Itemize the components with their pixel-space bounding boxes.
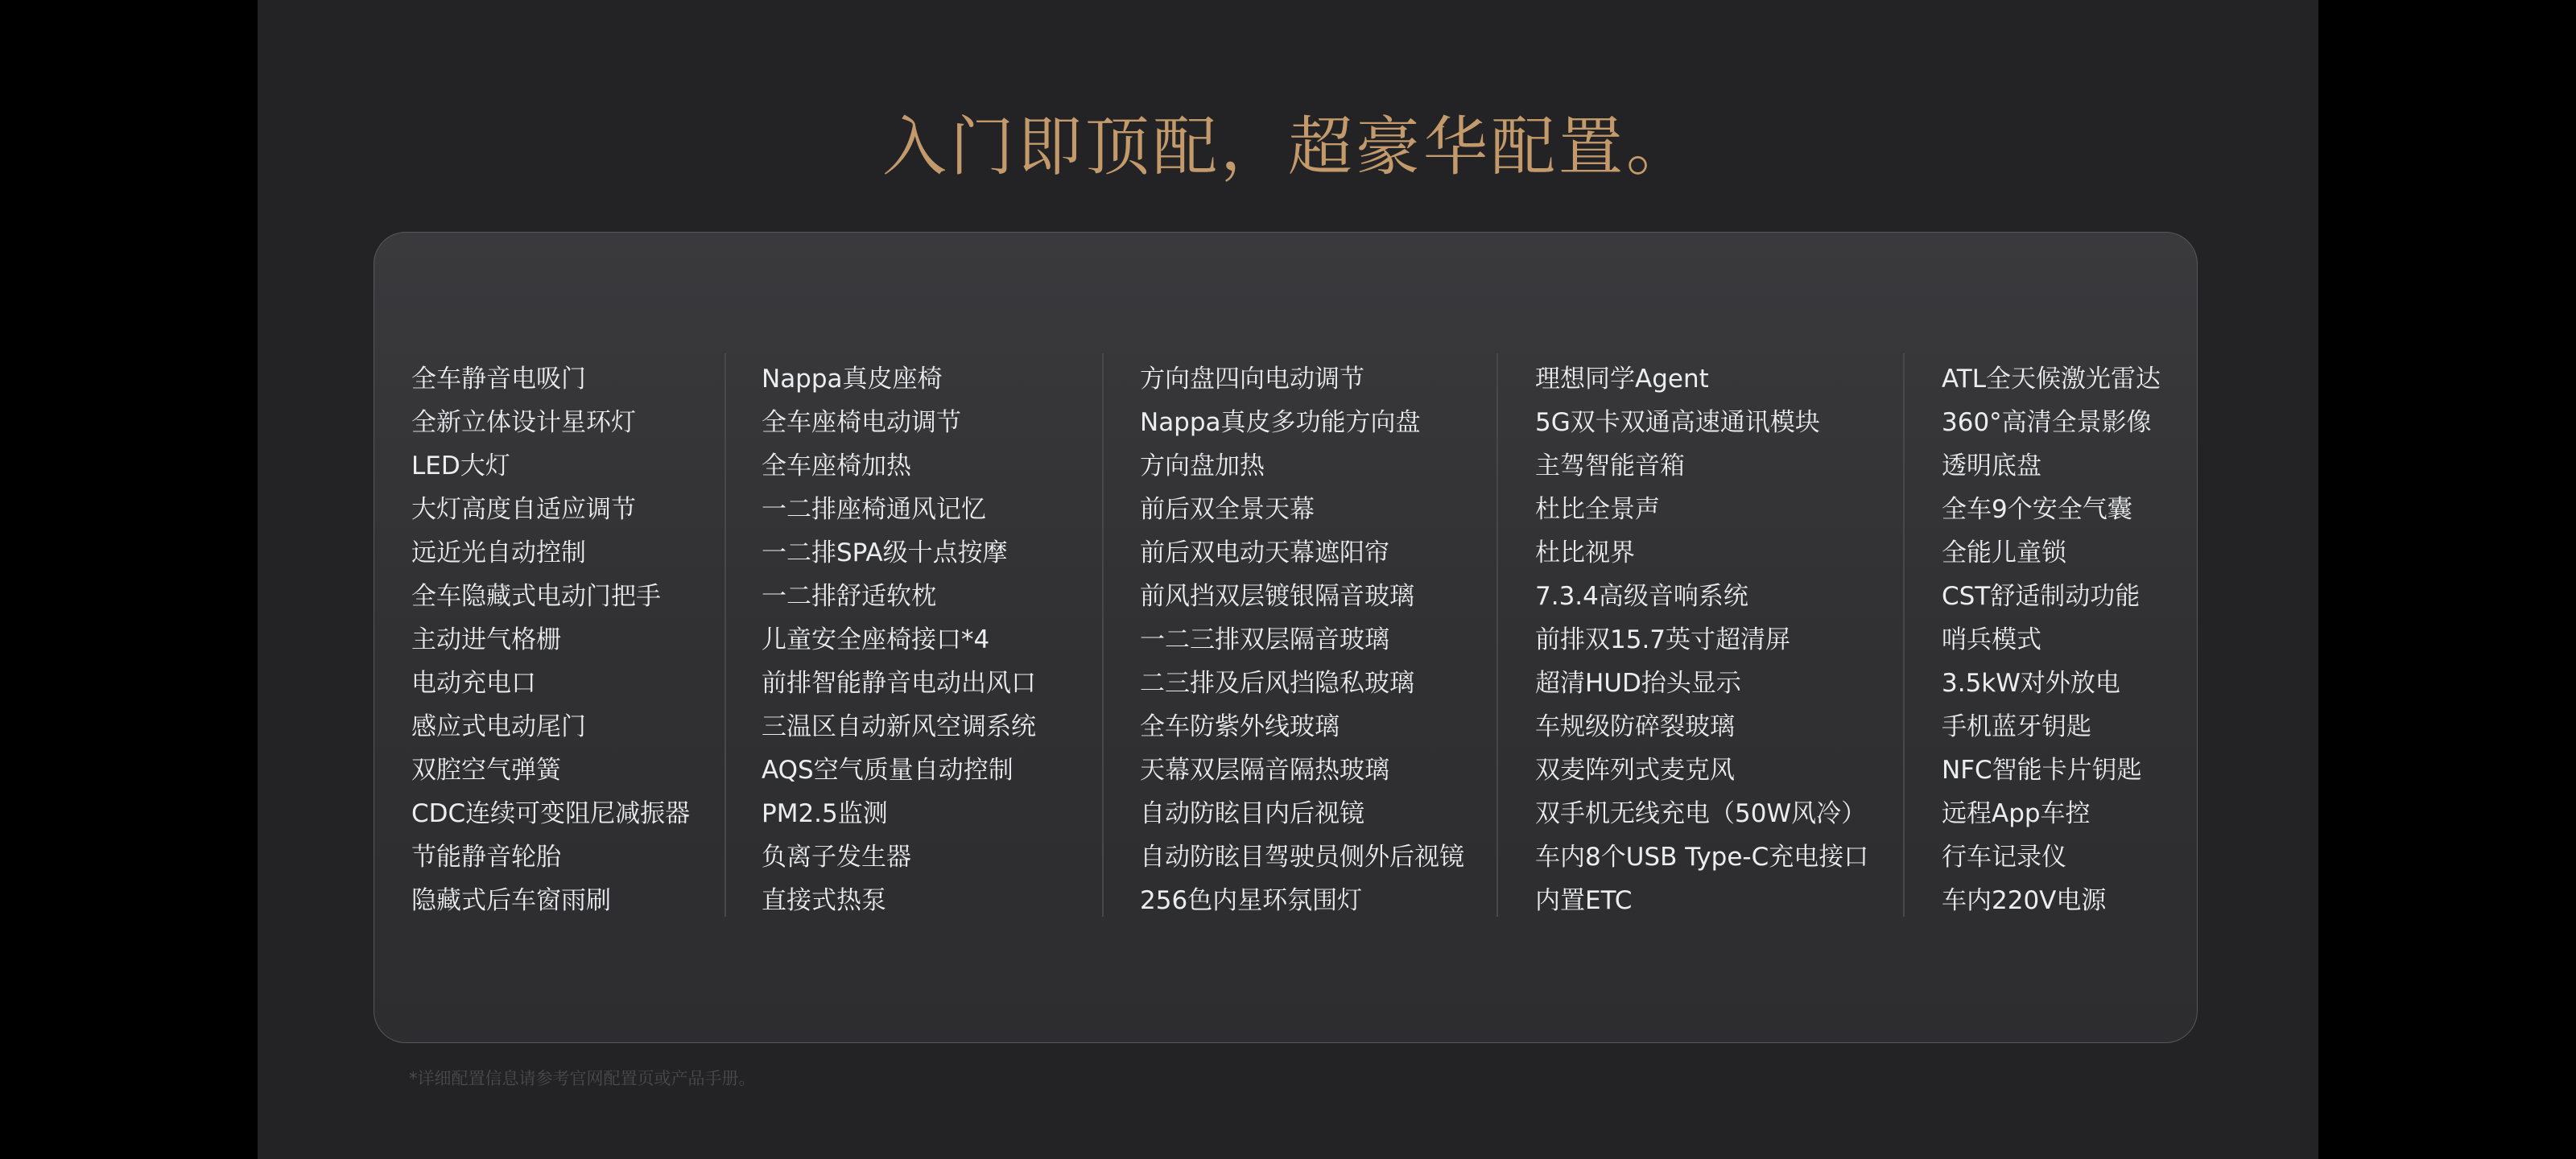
list-item: LED大灯 — [411, 452, 510, 481]
list-item: CDC连续可变阻尼减振器 — [411, 799, 691, 828]
feature-column-exterior — [411, 357, 690, 1098]
list-item: 负离子发生器 — [762, 843, 911, 872]
list-item: 全车静音电吸门 — [411, 365, 586, 394]
list-item: Nappa真皮座椅 — [762, 365, 943, 394]
list-item: 电动充电口 — [411, 669, 536, 698]
list-item: 双麦阵列式麦克风 — [1535, 756, 1735, 785]
list-item: 隐藏式后车窗雨刷 — [411, 886, 611, 915]
list-item: 方向盘加热 — [1140, 452, 1265, 481]
list-item: 超清HUD抬头显示 — [1535, 669, 1741, 698]
list-item: 前排双15.7英寸超清屏 — [1535, 625, 1791, 654]
list-item: 全新立体设计星环灯 — [411, 408, 636, 437]
list-item: PM2.5监测 — [762, 799, 888, 828]
feature-column-infotainment — [1535, 357, 1868, 1098]
list-item: 全车9个安全气囊 — [1942, 495, 2132, 524]
list-item: 行车记录仪 — [1942, 843, 2066, 872]
list-item: 节能静音轮胎 — [411, 843, 561, 872]
page-title: 入门即顶配，超豪华配置。 — [882, 109, 1694, 184]
list-item: 主动进气格栅 — [411, 625, 561, 654]
list-item: 儿童安全座椅接口*4 — [762, 625, 990, 654]
list-item: 全车隐藏式电动门把手 — [411, 582, 661, 611]
list-item: AQS空气质量自动控制 — [762, 756, 1013, 785]
list-item: 5G双卡双通高速通讯模块 — [1535, 408, 1820, 437]
list-item: 直接式热泵 — [762, 886, 886, 915]
list-item: 256色内星环氛围灯 — [1140, 886, 1363, 915]
list-item: 远程App车控 — [1942, 799, 2091, 828]
list-item: 车内220V电源 — [1942, 886, 2107, 915]
list-item: 双腔空气弹簧 — [411, 756, 561, 785]
list-item: 全能儿童锁 — [1942, 538, 2066, 567]
list-item: CST舒适制动功能 — [1942, 582, 2140, 611]
list-item: NFC智能卡片钥匙 — [1942, 756, 2142, 785]
column-divider — [1102, 353, 1104, 917]
list-item: 360°高清全景影像 — [1942, 408, 2152, 437]
list-item: 透明底盘 — [1942, 452, 2041, 481]
slide — [258, 0, 2318, 1159]
feature-column-seating-climate — [762, 357, 1036, 1098]
list-item: 一二排SPA级十点按摩 — [762, 538, 1008, 567]
list-item: ATL全天候激光雷达 — [1942, 365, 2161, 394]
list-item: 远近光自动控制 — [411, 538, 586, 567]
list-item: 二三排及后风挡隐私玻璃 — [1140, 669, 1414, 698]
list-item: 杜比全景声 — [1535, 495, 1660, 524]
list-item: 7.3.4高级音响系统 — [1535, 582, 1748, 611]
list-item: 全车防紫外线玻璃 — [1140, 712, 1340, 741]
list-item: 一二三排双层隔音玻璃 — [1140, 625, 1389, 654]
list-item: 内置ETC — [1535, 886, 1633, 915]
list-item: 自动防眩目驾驶员侧外后视镜 — [1140, 843, 1464, 872]
list-item: 方向盘四向电动调节 — [1140, 365, 1364, 394]
list-item: 双手机无线充电（50W风冷） — [1535, 799, 1867, 828]
list-item: 自动防眩目内后视镜 — [1140, 799, 1364, 828]
list-item: Nappa真皮多功能方向盘 — [1140, 408, 1421, 437]
column-divider — [1903, 353, 1905, 917]
feature-column-safety — [1942, 357, 2161, 1098]
list-item: 车内8个USB Type-C充电接口 — [1535, 843, 1869, 872]
list-item: 车规级防碎裂玻璃 — [1535, 712, 1735, 741]
list-item: 哨兵模式 — [1942, 625, 2041, 654]
list-item: 杜比视界 — [1535, 538, 1635, 567]
column-divider — [724, 353, 726, 917]
list-item: 理想同学Agent — [1535, 365, 1709, 394]
list-item: 大灯高度自适应调节 — [411, 495, 636, 524]
list-item: 一二排座椅通风记忆 — [762, 495, 986, 524]
list-item: 手机蓝牙钥匙 — [1942, 712, 2091, 741]
list-item: 3.5kW对外放电 — [1942, 669, 2120, 698]
list-item: 天幕双层隔音隔热玻璃 — [1140, 756, 1389, 785]
list-item: 前后双电动天幕遮阳帘 — [1140, 538, 1389, 567]
list-item: 前后双全景天幕 — [1140, 495, 1315, 524]
list-item: 感应式电动尾门 — [411, 712, 586, 741]
column-divider — [1496, 353, 1498, 917]
list-item: 主驾智能音箱 — [1535, 452, 1685, 481]
feature-column-cabin — [1140, 357, 1464, 1098]
list-item: 三温区自动新风空调系统 — [762, 712, 1036, 741]
list-item: 前排智能静音电动出风口 — [762, 669, 1036, 698]
list-item: 全车座椅电动调节 — [762, 408, 961, 437]
list-item: 全车座椅加热 — [762, 452, 911, 481]
feature-card — [374, 232, 2198, 1043]
list-item: 前风挡双层镀银隔音玻璃 — [1140, 582, 1414, 611]
footnote: *详细配置信息请参考官网配置页或产品手册。 — [409, 1069, 756, 1088]
list-item: 一二排舒适软枕 — [762, 582, 936, 611]
